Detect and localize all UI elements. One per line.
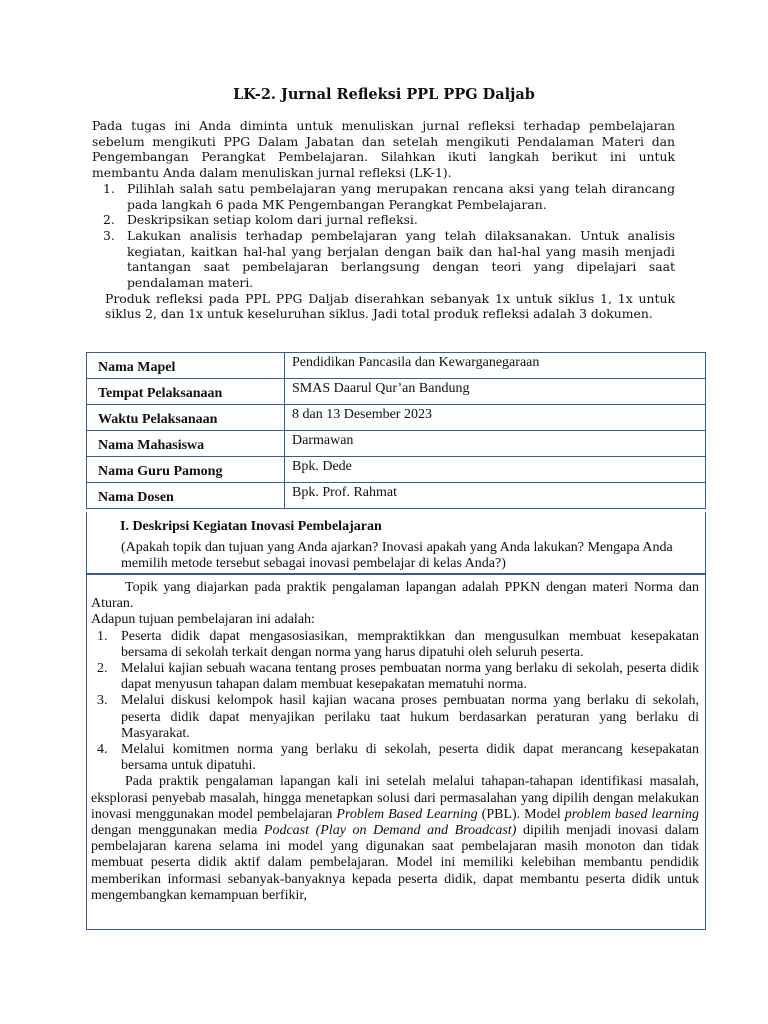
learning-goals [91,629,699,775]
section-question: (Apakah topik dan tujuan yang Anda ajarkan? Inovasi apakah yang Anda lakukan? Mengapa Anda memilih metode tersebut sebagai inovasi pembelajar di kelas Anda?) [121,540,673,571]
info-row [87,431,706,457]
info-row [87,457,706,483]
info-value: SMAS Daarul Qur’an Bandung [285,379,706,405]
info-row [87,379,706,405]
instructions [92,118,675,322]
info-label: Nama Dosen [87,483,285,509]
info-value: Darmawan [285,431,706,457]
section-header [86,512,706,574]
intro-paragraph: Pada tugas ini Anda diminta untuk menuliskan jurnal refleksi terhadap pembelajaran sebelum mengikuti PPG Dalam Jabatan dan setelah mengikuti Pendalaman Materi dan Pengembangan Perangkat Pembelajaran. Silahkan ikuti langkah berikut ini untuk membantu Anda dalam menuliskan jurnal refleksi (LK-1). [92,118,675,181]
document-title: LK-2. Jurnal Refleksi PPL PPG Daljab [233,86,535,103]
info-table [86,352,706,509]
info-row [87,483,706,509]
goal-item: 4. Melalui komitmen norma yang berlaku di sekolah, peserta didik dapat merancang kesepakatan bersama untuk dipatuhi. [97,742,699,774]
info-row [87,353,706,379]
instruction-step: 2. Deskripsikan setiap kolom dari jurnal refleksi. [103,212,418,228]
info-value: 8 dan 13 Desember 2023 [285,405,706,431]
info-label: Waktu Pelaksanaan [87,405,285,431]
goal-item: 2. Melalui kajian sebuah wacana tentang proses pembuatan norma yang berlaku di sekolah, peserta didik dapat menyusun tahapan dalam membuat kesepakatan mematuhi norma. [97,661,699,693]
body-paragraph: Adapun tujuan pembelajaran ini adalah: [91,612,315,628]
goal-item: 1. Peserta didik dapat mengasosiasikan, mempraktikkan dan mengusulkan membuat kesepakatan bersama di sekolah terkait dengan norma yang harus dipatuhi oleh seluruh peserta. [97,628,699,660]
info-label: Nama Mapel [87,353,285,379]
instruction-step: 3. Lakukan analisis terhadap pembelajaran yang telah dilaksanakan. Untuk analisis kegiatan, kaitkan hal-hal yang berjalan dengan baik dan hal-hal yang masih menjadi tantangan saat pembelajaran berlangsung dengan teori yang dipelajari saat pendalaman materi. [103,227,675,291]
body-paragraph: Topik yang diajarkan pada praktik pengalaman lapangan adalah PPKN dengan materi Norma dan Aturan. [91,580,699,612]
body-paragraph: Pada praktik pengalaman lapangan kali ini setelah melalui tahapan-tahapan identifikasi masalah, eksplorasi penyebab masalah, hingga menetapkan solusi dari permasalahan yang dipilih dengan melakukan inovasi menggunakan model pembelajaran Problem Based Learning (PBL). Model problem based learning dengan menggunakan media Podcast (Play on Demand and Broadcast) dipilih menjadi inovasi dalam pembelajaran karena selama ini model yang digunakan saat pembelajaran masih monoton dan tidak membuat peserta didik aktif dalam pembelajaran. Model ini memiliki kelebihan membantu pendidik memberikan informasi sebanyak-banyaknya kepada peserta didik, dapat membantu peserta didik untuk mengembangkan kemampuan berfikir, [91,774,699,903]
instruction-steps [92,181,675,291]
info-label: Tempat Pelaksanaan [87,379,285,405]
info-label: Nama Mahasiswa [87,431,285,457]
section-heading: I. Deskripsi Kegiatan Inovasi Pembelajaran [120,519,382,534]
closing-note: Produk refleksi pada PPL PPG Daljab diserahkan sebanyak 1x untuk siklus 1, 1x untuk siklus 2, dan 1x untuk keseluruhan siklus. Jadi total produk refleksi adalah 3 dokumen. [105,290,675,322]
goal-item: 3. Melalui diskusi kelompok hasil kajian wacana proses pembuatan norma yang berlaku di sekolah, peserta didik dapat menyajikan perilaku taat hukum berdasarkan peraturan yang berlaku di Masyarakat. [97,693,699,741]
info-value: Bpk. Dede [285,457,706,483]
info-row [87,405,706,431]
instruction-step: 1. Pilihlah salah satu pembelajaran yang merupakan rencana aksi yang telah dirancang pada langkah 6 pada MK Pengembangan Perangkat Pembelajaran. [103,180,675,212]
info-value: Pendidikan Pancasila dan Kewarganegaraan [285,353,706,379]
section-body [86,574,706,930]
info-label: Nama Guru Pamong [87,457,285,483]
info-value: Bpk. Prof. Rahmat [285,483,706,509]
